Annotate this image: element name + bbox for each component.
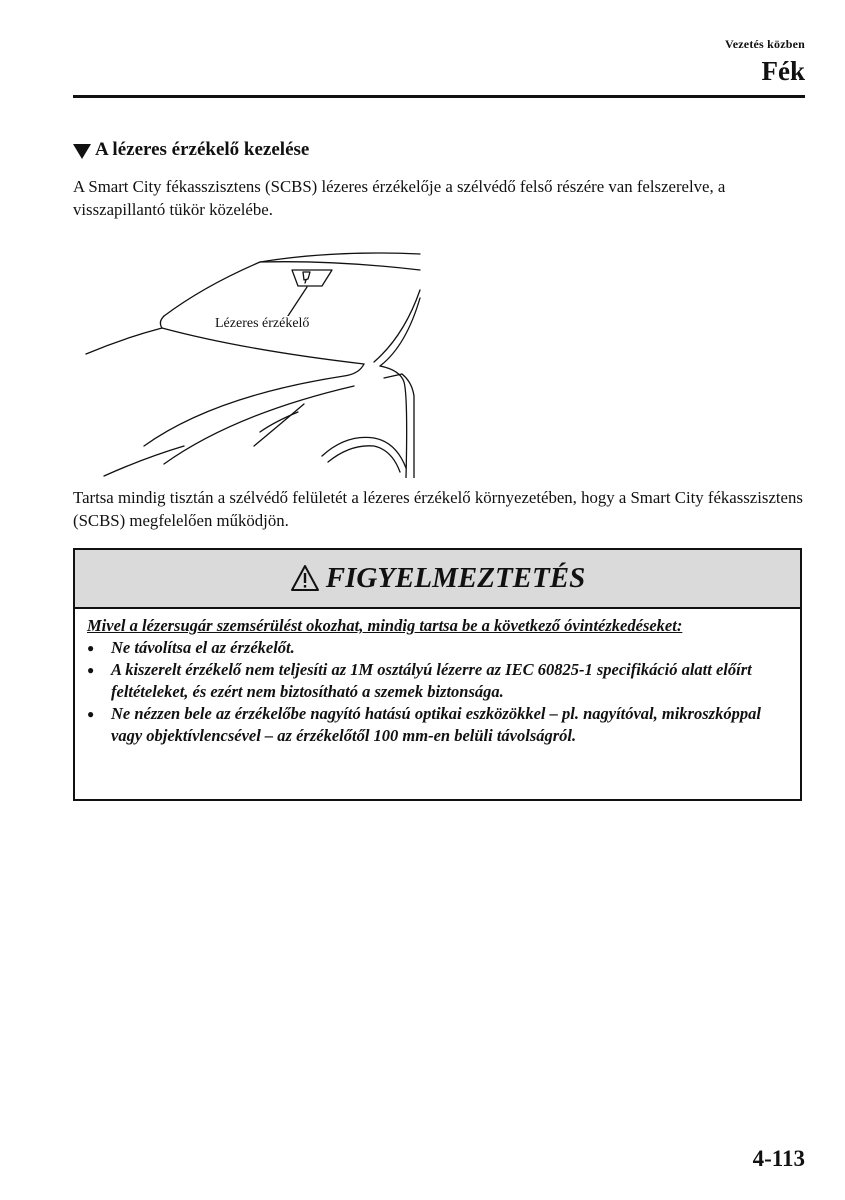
warning-item-text: A kiszerelt érzékelő nem teljesíti az 1M osztályú lézerre az IEC 60825-1 specifikáció alatt előírt feltételeket, és ezért nem biztosítható a szemek biztonsága. [111, 660, 752, 701]
header-section-label: Vezetés közben [724, 37, 805, 51]
warning-header [75, 550, 800, 609]
warning-item-text: Ne nézzen bele az érzékelőbe nagyító hatású optikai eszközökkel – pl. nagyítóval, mikroszkóppal vagy objektívlencsével – az érzékelőtől 100 mm-en belüli távolságról. [111, 704, 761, 745]
warning-triangle-icon [290, 564, 320, 592]
intro-paragraph: A Smart City fékasszisztens (SCBS) lézeres érzékelője a szélvédő felső részére van felszerelve, a visszapillantó tükör közelébe. [73, 177, 726, 219]
triangle-down-icon [73, 144, 91, 159]
figure-label-laser-sensor: Lézeres érzékelő [215, 316, 310, 331]
warning-item-text: Ne távolítsa el az érzékelőt. [111, 638, 295, 657]
bullet-icon: ● [87, 641, 95, 655]
warning-body [75, 609, 800, 747]
warning-box [73, 548, 802, 801]
windshield-illustration [84, 246, 424, 478]
keep-clean-paragraph: Tartsa mindig tisztán a szélvédő felületét a lézeres érzékelő környezetében, hogy a Smart City fékasszisztens (SCBS) megfelelően működjön. [73, 488, 803, 530]
page-title: Fék [761, 56, 805, 86]
warning-title: FIGYELMEZTETÉS [325, 562, 586, 594]
warning-item [87, 659, 790, 703]
page-number: 4-113 [752, 1146, 805, 1171]
warning-intro: Mivel a lézersugár szemsérülést okozhat, mindig tartsa be a következő óvintézkedéseket: [87, 616, 683, 635]
section-heading [73, 139, 309, 161]
section-heading-text: A lézeres érzékelő kezelése [95, 139, 310, 160]
warning-item [87, 637, 790, 659]
header-divider [73, 95, 805, 98]
warning-item [87, 703, 790, 747]
bullet-icon: ● [87, 707, 95, 721]
bullet-icon: ● [87, 663, 95, 677]
